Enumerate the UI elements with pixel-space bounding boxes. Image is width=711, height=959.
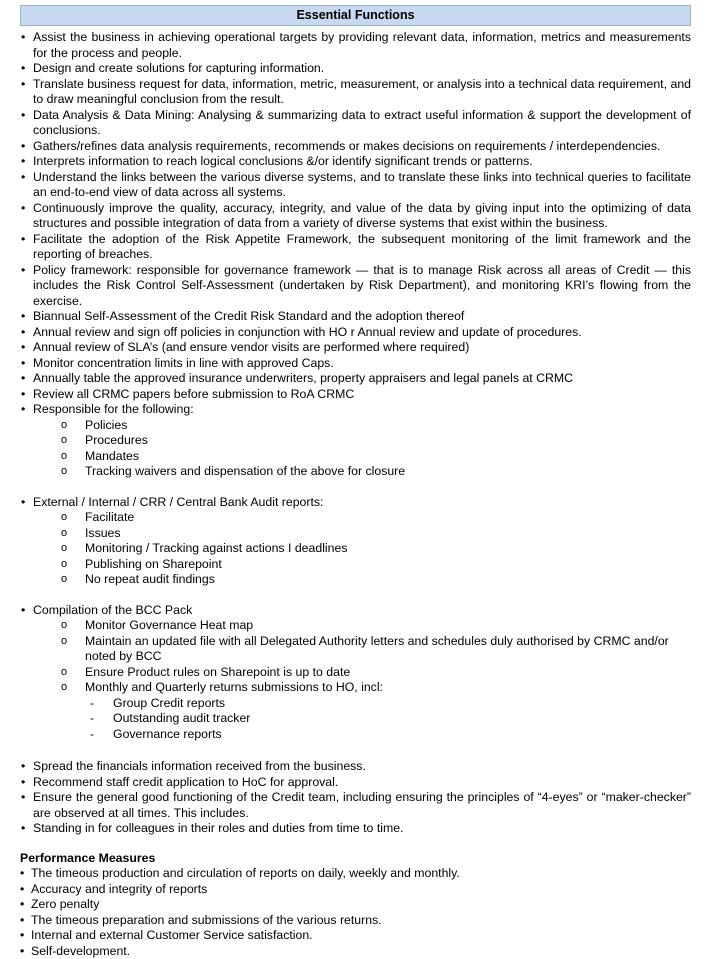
performance-measures-list [20,866,691,959]
sub-list-item: o Ensure Product rules on Sharepoint is up to date [33,665,691,681]
list-item: • Standing in for colleagues in their roles and duties from time to time. [20,821,691,837]
list-item: • Facilitate the adoption of the Risk Appetite Framework, the subsequent monitoring of the limit framework and the reporting of breaches. [20,232,691,263]
list-item: • Self-development. [20,944,691,959]
list-item: • Interprets information to reach logical conclusions &/or identify significant trends or patterns. [20,154,691,170]
sub-list-item: o No repeat audit findings [33,572,691,588]
list-item: • Policy framework: responsible for governance framework — that is to manage Risk across all areas of Credit — this includes the Risk Control Self-Assessment (undertaken by Risk Department), and monitoring KRI’s flowing from the exercise. [20,263,691,310]
list-item: • Annually table the approved insurance underwriters, property appraisers and legal panels at CRMC [20,371,691,387]
list-item: • Continuously improve the quality, accuracy, integrity, and value of the data by giving input into the optimizing of data structures and possible integration of data from a variety of diverse systems that exist within the business. [20,201,691,232]
sub-list-item: o Monitor Governance Heat map [33,618,691,634]
responsible-item [20,402,691,495]
sub-list-item [33,680,691,742]
list-item: • Accuracy and integrity of reports [20,882,691,898]
sub-list-item: o Tracking waivers and dispensation of the above for closure [33,464,691,480]
essential-functions-list [20,30,691,837]
list-item: • Spread the financials information received from the business. [20,759,691,775]
sub-list-item: o Policies [33,418,691,434]
audit-label: External / Internal / CRR / Central Bank Audit reports: [33,494,324,509]
spacer [33,742,691,759]
returns-label: Monthly and Quarterly returns submissions to HO, incl: [85,680,383,694]
responsible-label: Responsible for the following: [33,402,194,416]
list-item: • Translate business request for data, information, metric, measurement, or analysis into a technical data requirement, and to draw meaningful conclusion from the result. [20,77,691,108]
list-item: • Gathers/refines data analysis requirements, recommends or makes decisions on requirements / interdependencies. [20,139,691,155]
sub-list-item: o Monitoring / Tracking against actions I deadlines [33,541,691,557]
list-item: • Recommend staff credit application to HoC for approval. [20,775,691,791]
sub-list-item: o Mandates [33,449,691,465]
spacer [33,588,691,603]
responsible-sublist [33,418,691,480]
list-item: • Review all CRMC papers before submission to RoA CRMC [20,387,691,403]
returns-item: - Governance reports [33,727,691,743]
sub-list-item: o Procedures [33,433,691,449]
list-item: • Zero penalty [20,897,691,913]
list-item: • Annual review of SLA’s (and ensure vendor visits are performed where required) [20,340,691,356]
bcc-label: Compilation of the BCC Pack [33,602,193,617]
returns-item: - Outstanding audit tracker [33,711,691,727]
list-item: • Biannual Self-Assessment of the Credit Risk Standard and the adoption thereof [20,309,691,325]
list-item: • Design and create solutions for capturing information. [20,61,691,77]
returns-item: - Group Credit reports [33,696,691,712]
bcc-item [20,603,691,760]
list-item: • Monitor concentration limits in line with approved Caps. [20,356,691,372]
returns-sublist [33,696,691,743]
performance-measures-heading: Performance Measures [20,850,156,865]
sub-list-item: o Issues [33,526,691,542]
list-item: • Data Analysis & Data Mining: Analysing & summarizing data to extract useful information & support the development of conclusions. [20,108,691,139]
list-item: • The timeous production and circulation of reports on daily, weekly and monthly. [20,866,691,882]
list-item: • Annual review and sign off policies in conjunction with HO r Annual review and update of procedures. [20,325,691,341]
list-item: • Assist the business in achieving operational targets by providing relevant data, information, metrics and measurements for the process and people. [20,30,691,61]
essential-functions-header: Essential Functions [20,5,691,26]
audit-item [20,495,691,603]
list-item: • Ensure the general good functioning of the Credit team, including ensuring the principles of “4-eyes” or “maker-checker” are observed at all times. This includes. [20,790,691,821]
list-item: • Internal and external Customer Service satisfaction. [20,928,691,944]
bcc-sublist [33,618,691,742]
list-item: • Understand the links between the various diverse systems, and to translate these links into technical queries to facilitate an end-to-end view of data across all systems. [20,170,691,201]
sub-list-item: o Facilitate [33,510,691,526]
sub-list-item: o Maintain an updated file with all Delegated Authority letters and schedules duly authorised by CRMC and/or noted by BCC [33,634,691,665]
audit-sublist [33,510,691,588]
sub-list-item: o Publishing on Sharepoint [33,557,691,573]
list-item: • The timeous preparation and submissions of the various returns. [20,913,691,929]
spacer [33,480,691,495]
